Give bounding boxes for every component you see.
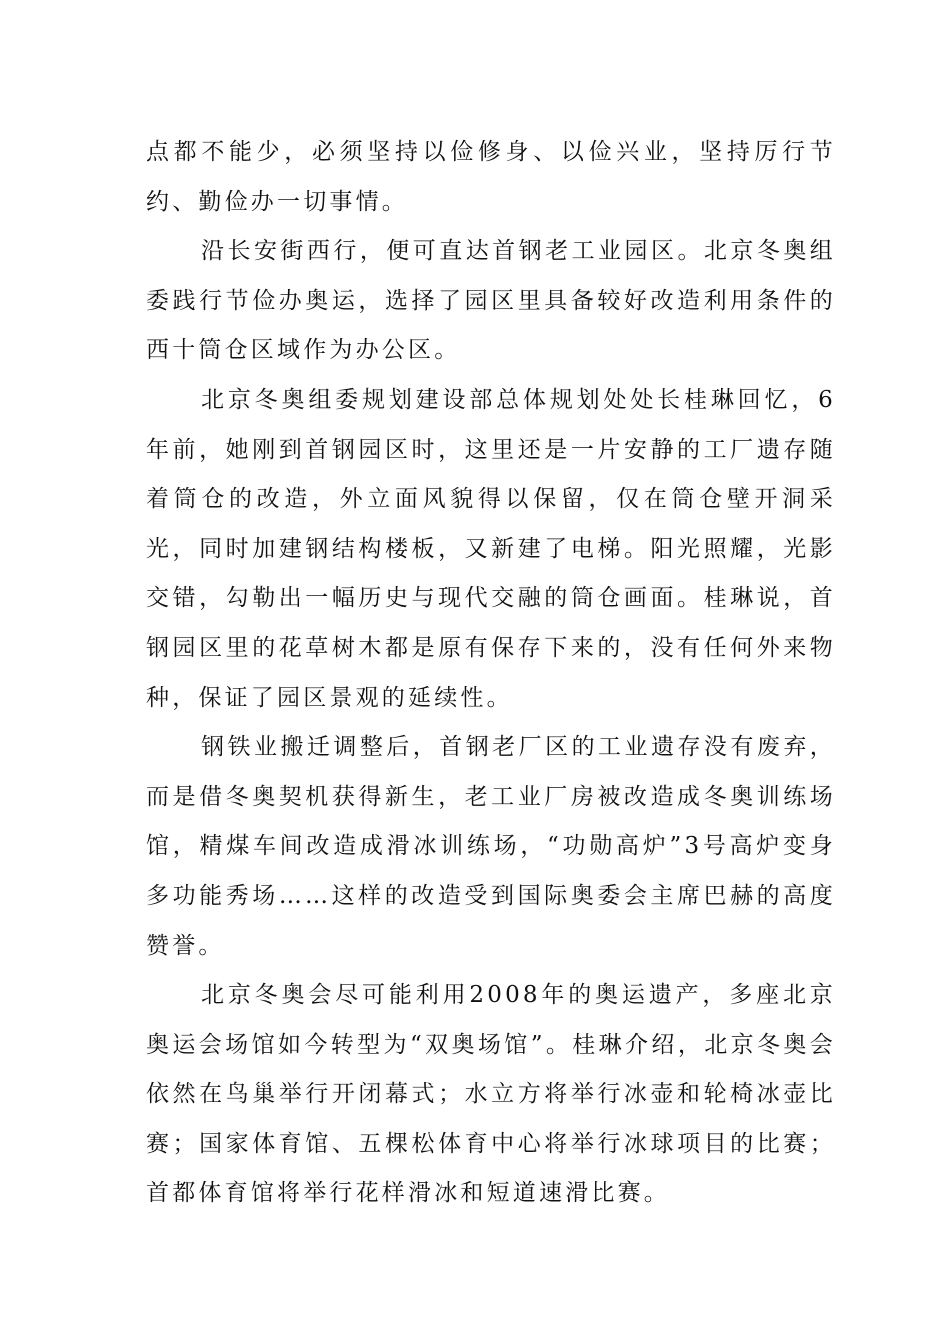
paragraph-olympic-venues: 北京冬奥会尽可能利用2008年的奥运遗产，多座北京奥运会场馆如今转型为“双奥场馆”。桂琳介绍，北京冬奥会依然在鸟巢举行开闭幕式；水立方将举行冰壶和轮椅冰壶比赛；国家体育馆、五棵松体育中心将举行冰球项目的比赛；首都体育馆将举行花样滑冰和短道速滑比赛。 bbox=[146, 982, 836, 1207]
paragraph-shougang-park: 沿长安街西行，便可直达首钢老工业园区。北京冬奥组委践行节俭办奥运，选择了园区里具备较好改造利用条件的西十筒仓区域作为办公区。 bbox=[146, 238, 836, 364]
paragraph-gui-lin-recollection: 北京冬奥组委规划建设部总体规划处处长桂琳回忆，6年前，她刚到首钢园区时，这里还是一片安静的工厂遗存随着筒仓的改造，外立面风貌得以保留，仅在筒仓壁开洞采光，同时加建钢结构楼板，又新建了电梯。阳光照耀，光影交错，勾勒出一幅历史与现代交融的筒仓画面。桂琳说，首钢园区里的花草树木都是原有保存下来的，没有任何外来物种，保证了园区景观的延续性。 bbox=[146, 386, 836, 711]
paragraph-industrial-heritage: 钢铁业搬迁调整后，首钢老厂区的工业遗存没有废弃，而是借冬奥契机获得新生，老工业厂房被改造成冬奥训练场馆，精煤车间改造成滑冰训练场，“功勋高炉”3号高炉变身多功能秀场……这样的改造受到国际奥委会主席巴赫的高度赞誉。 bbox=[146, 734, 836, 959]
article-body bbox=[146, 128, 836, 1219]
paragraph-continued: 点都不能少，必须坚持以俭修身、以俭兴业，坚持厉行节约、勤俭办一切事情。 bbox=[146, 139, 836, 215]
